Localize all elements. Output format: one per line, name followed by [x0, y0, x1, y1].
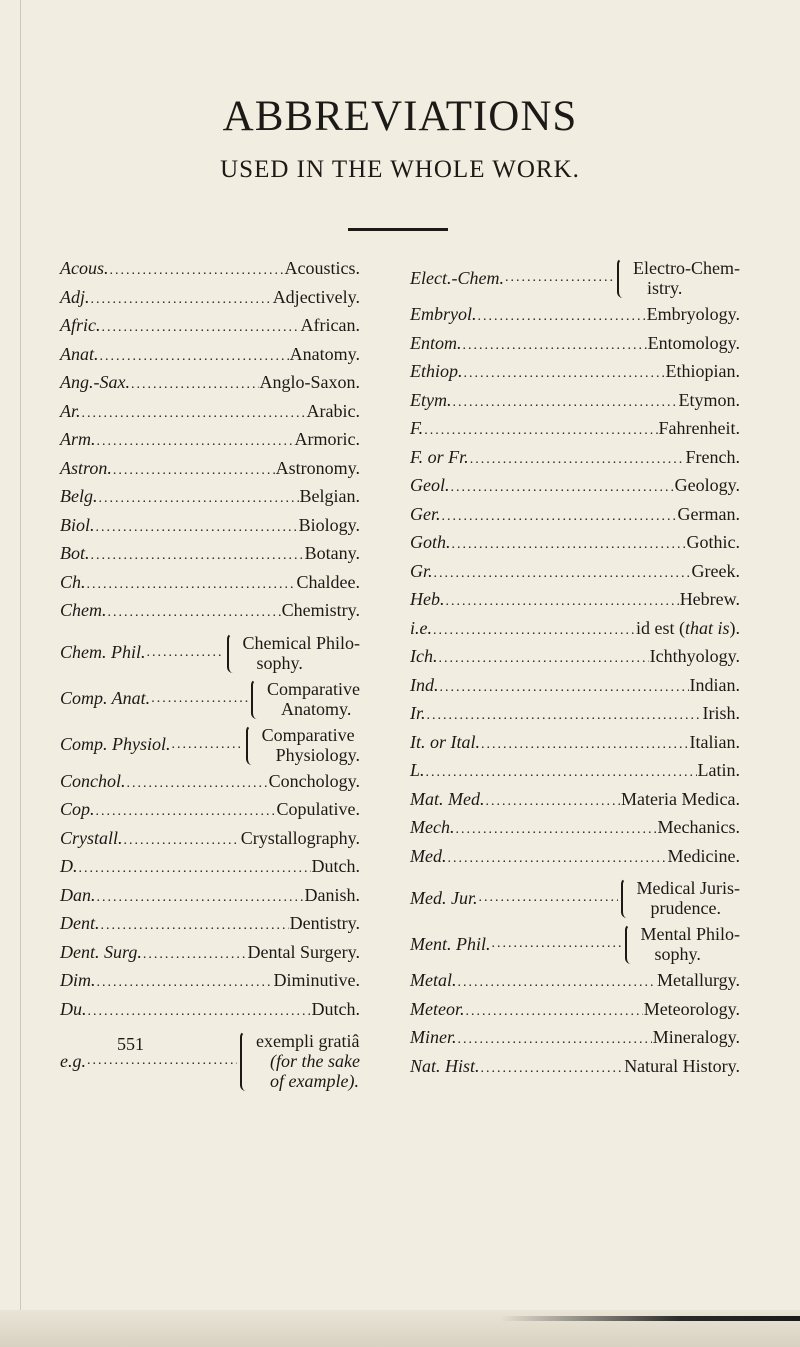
abbreviation-entry: Med. ..... Medicine.: [410, 846, 740, 875]
abbreviation-entry: Meteor. ..... Meteorology.: [410, 999, 740, 1028]
abbreviation-entry: Acous. ..... Acoustics.: [60, 258, 360, 287]
abbreviation-entry: Gr. ..... Greek.: [410, 561, 740, 590]
abbreviation-entry: Astron. ..... Astronomy.: [60, 458, 360, 487]
abbreviation-entry: Comp. Anat. ..... Comparative Anatomy.: [60, 679, 360, 719]
abbreviation-entry: It. or Ital. ..... Italian.: [410, 732, 740, 761]
abbreviation-entry: Dim. ..... Diminutive.: [60, 970, 360, 999]
abbreviation-entry: F. ..... Fahrenheit.: [410, 418, 740, 447]
abbreviation-entry: Ar. ..... Arabic.: [60, 401, 360, 430]
abbreviation-entry: Ind. ..... Indian.: [410, 675, 740, 704]
abbreviation-entry: Dan. ..... Danish.: [60, 885, 360, 914]
abbreviation-entry: Metal. ..... Metallurgy.: [410, 970, 740, 999]
page-bottom-edge: [0, 1310, 800, 1347]
abbreviation-entry: Adj. ..... Adjectively.: [60, 287, 360, 316]
abbreviation-entry: Geol. ..... Geology.: [410, 475, 740, 504]
abbreviation-entry: Elect.-Chem. ..... Electro-Chem- istry.: [410, 258, 740, 298]
right-column: [410, 258, 740, 1084]
abbreviation-entry: Biol. ..... Biology.: [60, 515, 360, 544]
abbreviation-entry: Ch. ..... Chaldee.: [60, 572, 360, 601]
brace-group: Electro-Chem- istry.: [617, 258, 740, 298]
abbreviation-entry: Cop. ..... Copulative.: [60, 799, 360, 828]
abbreviation-entry: Belg. ..... Belgian.: [60, 486, 360, 515]
brace-group: exempli gratiâ (for the sake of example).: [240, 1031, 360, 1091]
abbreviation-entry: Miner. ..... Mineralogy.: [410, 1027, 740, 1056]
abbreviation-entry: Entom. ..... Entomology.: [410, 333, 740, 362]
abbreviation-entry: Chem. ..... Chemistry.: [60, 600, 360, 629]
abbreviation-entry: Dent. Surg. ..... Dental Surgery.: [60, 942, 360, 971]
abbreviation-entry: Crystall. ..... Crystallography.: [60, 828, 360, 857]
abbreviation-entry: Goth. ..... Gothic.: [410, 532, 740, 561]
abbreviation-entry: Embryol. ..... Embryology.: [410, 304, 740, 333]
abbreviation-entry: L. ..... Latin.: [410, 760, 740, 789]
abbreviation-entry: Ment. Phil. ..... Mental Philo- sophy.: [410, 924, 740, 964]
abbreviation-entry: Chem. Phil. ..... Chemical Philo- sophy.: [60, 633, 360, 673]
brace-group: Medical Juris- prudence.: [621, 878, 740, 918]
abbreviation-entry: F. or Fr. ..... French.: [410, 447, 740, 476]
abbreviation-entry: Conchol. ..... Conchology.: [60, 771, 360, 800]
abbreviation-entry: Bot. ..... Botany.: [60, 543, 360, 572]
brace-group: Mental Philo- sophy.: [625, 924, 741, 964]
abbreviation-entry: D. ..... Dutch.: [60, 856, 360, 885]
brace-group: Comparative Physiology.: [246, 725, 360, 765]
abbreviation-entry: Ger. ..... German.: [410, 504, 740, 533]
abbreviation-entry: Afric. ..... African.: [60, 315, 360, 344]
brace-group: Chemical Philo- sophy.: [227, 633, 360, 673]
abbreviation-entry: Heb. ..... Hebrew.: [410, 589, 740, 618]
abbreviation-entry: Du. ..... Dutch.: [60, 999, 360, 1028]
abbreviation-entry: Med. Jur. ..... Medical Juris- prudence.: [410, 878, 740, 918]
abbreviation-entry: Ang.-Sax. ..... Anglo-Saxon.: [60, 372, 360, 401]
page-subtitle: USED IN THE WHOLE WORK.: [220, 156, 580, 183]
abbreviation-entry: e.g. ..... exempli gratiâ (for the sake of example).: [60, 1031, 360, 1091]
abbreviation-entry: Etym. ..... Etymon.: [410, 390, 740, 419]
title-rule: [348, 228, 448, 231]
abbreviation-entry: Nat. Hist. ..... Natural History.: [410, 1056, 740, 1085]
abbreviation-entry: Mat. Med. ..... Materia Medica.: [410, 789, 740, 818]
brace-group: Comparative Anatomy.: [251, 679, 360, 719]
page-number: 551: [117, 1034, 144, 1054]
left-column: [60, 258, 360, 1097]
abbreviation-entry: Ethiop. ..... Ethiopian.: [410, 361, 740, 390]
abbreviation-entry: Anat. ..... Anatomy.: [60, 344, 360, 373]
abbreviation-entry: i.e. ..... id est (that is).: [410, 618, 740, 647]
abbreviation-entry: Ir. ..... Irish.: [410, 703, 740, 732]
abbreviation-entry: Mech. ..... Mechanics.: [410, 817, 740, 846]
page-gutter-line: [20, 0, 21, 1347]
page-title: ABBREVIATIONS: [222, 93, 578, 140]
abbreviation-entry: Arm. ..... Armoric.: [60, 429, 360, 458]
abbreviation-entry: Ich. ..... Ichthyology.: [410, 646, 740, 675]
abbreviation-entry: Comp. Physiol. ..... Comparative Physiology.: [60, 725, 360, 765]
abbreviation-entry: Dent. ..... Dentistry.: [60, 913, 360, 942]
